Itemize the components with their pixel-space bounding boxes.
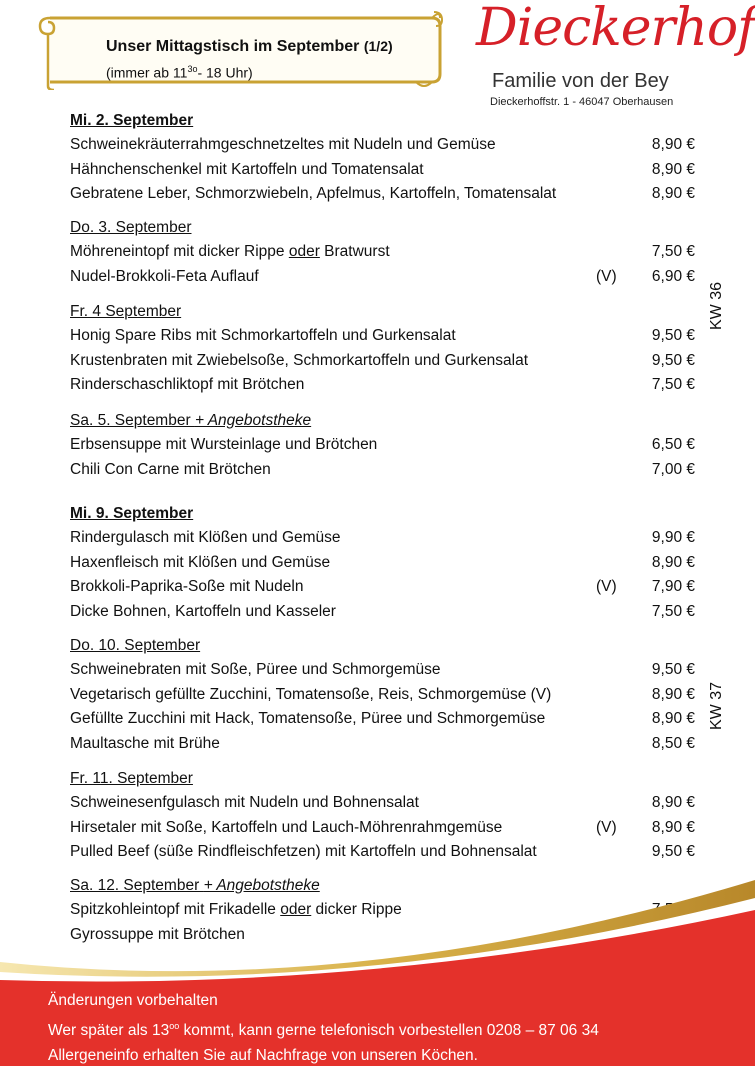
- brand-logo: [470, 0, 755, 110]
- menu-item: Maultasche mit Brühe 8,50 €: [70, 734, 695, 752]
- menu-item: Hähnchenschenkel mit Kartoffeln und Tomatensalat 8,90 €: [70, 160, 695, 178]
- menu-item: Rinderschaschliktopf mit Brötchen 7,50 €: [70, 376, 695, 394]
- title-scroll: [36, 8, 444, 90]
- menu-item: Möhreneintopf mit dicker Rippe oder Bratwurst 7,50 €: [70, 243, 695, 260]
- menu-item: Schweinesenfgulasch mit Nudeln und Bohnensalat 8,90 €: [70, 794, 695, 811]
- day-thu-3: [70, 216, 695, 300]
- week-label-36: KW 36: [708, 281, 725, 330]
- footer-line-allergens: Allergeneinfo erhalten Sie auf Nachfrage von unseren Köchen.: [48, 1047, 478, 1065]
- brand-address: Dieckerhoffstr. 1 - 46047 Oberhausen: [490, 96, 674, 108]
- footer-line-changes: Änderungen vorbehalten: [48, 992, 218, 1009]
- menu-item: Vegetarisch gefüllte Zucchini, Tomatensoße, Reis, Schmorgemüse (V) 8,90 €: [70, 685, 695, 703]
- menu-item: Brokkoli-Paprika-Soße mit Nudeln (V) 7,90 €: [70, 575, 695, 600]
- day-wed-2: [70, 109, 695, 216]
- vegetarian-badge: (V): [596, 578, 617, 596]
- menu-item: Chili Con Carne mit Brötchen 7,00 €: [70, 460, 695, 478]
- menu-item: Erbsensuppe mit Wursteinlage und Brötchen 6,50 €: [70, 436, 695, 453]
- brand-name: Dieckerhof: [476, 0, 755, 58]
- menu-item: Nudel-Brokkoli-Feta Auflauf (V) 6,90 €: [70, 265, 695, 290]
- menu-item: Gyrossuppe mit Brötchen: [70, 925, 245, 943]
- day-thu-10: [70, 634, 695, 767]
- week-label-37: KW 37: [708, 681, 725, 730]
- day-heading: Mi. 2. September: [70, 112, 194, 129]
- menu-item: Pulled Beef (süße Rindfleischfetzen) mit Kartoffeln und Bohnensalat 9,50 €: [70, 843, 695, 861]
- menu-item: Schweinekräuterrahmgeschnetzeltes mit Nudeln und Gemüse 8,90 €: [70, 136, 695, 153]
- day-heading: Mi. 9. September: [70, 505, 194, 522]
- menu-title: Unser Mittagstisch im September (1/2): [106, 38, 393, 55]
- menu-item: Haxenfleisch mit Klößen und Gemüse 8,90 €: [70, 553, 695, 571]
- opening-hours: (immer ab $11^{3o}-$ 18 Uhr): [106, 64, 253, 81]
- footer-line-preorder: Wer später als $13^{oo}$ kommt, kann gerne telefonisch vorbestellen 0208 – 87 06 34: [48, 1020, 599, 1039]
- day-heading: Fr. 4 September: [70, 303, 182, 320]
- day-fri-11: [70, 767, 695, 874]
- vegetarian-badge: (V): [596, 267, 617, 285]
- vegetarian-badge: (V): [596, 818, 617, 836]
- brand-family: Familie von der Bey: [492, 70, 669, 92]
- menu-item: Krustenbraten mit Zwiebelsoße, Schmorkartoffeln und Gurkensalat 9,50 €: [70, 351, 695, 369]
- menu-item: Spitzkohleintopf mit Frikadelle oder dicker Rippe: [70, 901, 402, 918]
- day-heading: Sa. 5. September + Angebotstheke: [70, 412, 312, 429]
- day-wed-9: [70, 502, 695, 634]
- day-sat-5: [70, 409, 695, 502]
- menu-item: Dicke Bohnen, Kartoffeln und Kasseler 7,50 €: [70, 602, 695, 620]
- day-heading: Fr. 11. September: [70, 770, 193, 787]
- day-fri-4: [70, 300, 695, 409]
- menu-item: Gefüllte Zucchini mit Hack, Tomatensoße, Püree und Schmorgemüse 8,90 €: [70, 710, 695, 728]
- footer-notes: [48, 988, 599, 1069]
- menu-list: [70, 109, 695, 947]
- menu-item: Honig Spare Ribs mit Schmorkartoffeln und Gurkensalat 9,50 €: [70, 327, 695, 344]
- day-heading: Do. 3. September: [70, 219, 192, 236]
- menu-item: Rindergulasch mit Klößen und Gemüse 9,90 €: [70, 529, 695, 546]
- day-heading: Sa. 12. September + Angebotstheke: [70, 877, 320, 894]
- menu-title-part: (1/2): [363, 38, 393, 54]
- hours-superscript: 3o: [187, 64, 198, 74]
- menu-item: Hirsetaler mit Soße, Kartoffeln und Lauch-Möhrenrahmgemüse (V) 8,90 €: [70, 816, 695, 841]
- menu-item: Gebratene Leber, Schmorzwiebeln, Apfelmus, Kartoffeln, Tomatensalat 8,90 €: [70, 185, 695, 203]
- day-heading: Do. 10. September: [70, 637, 201, 654]
- menu-item: Schweinebraten mit Soße, Püree und Schmorgemüse 9,50 €: [70, 661, 695, 678]
